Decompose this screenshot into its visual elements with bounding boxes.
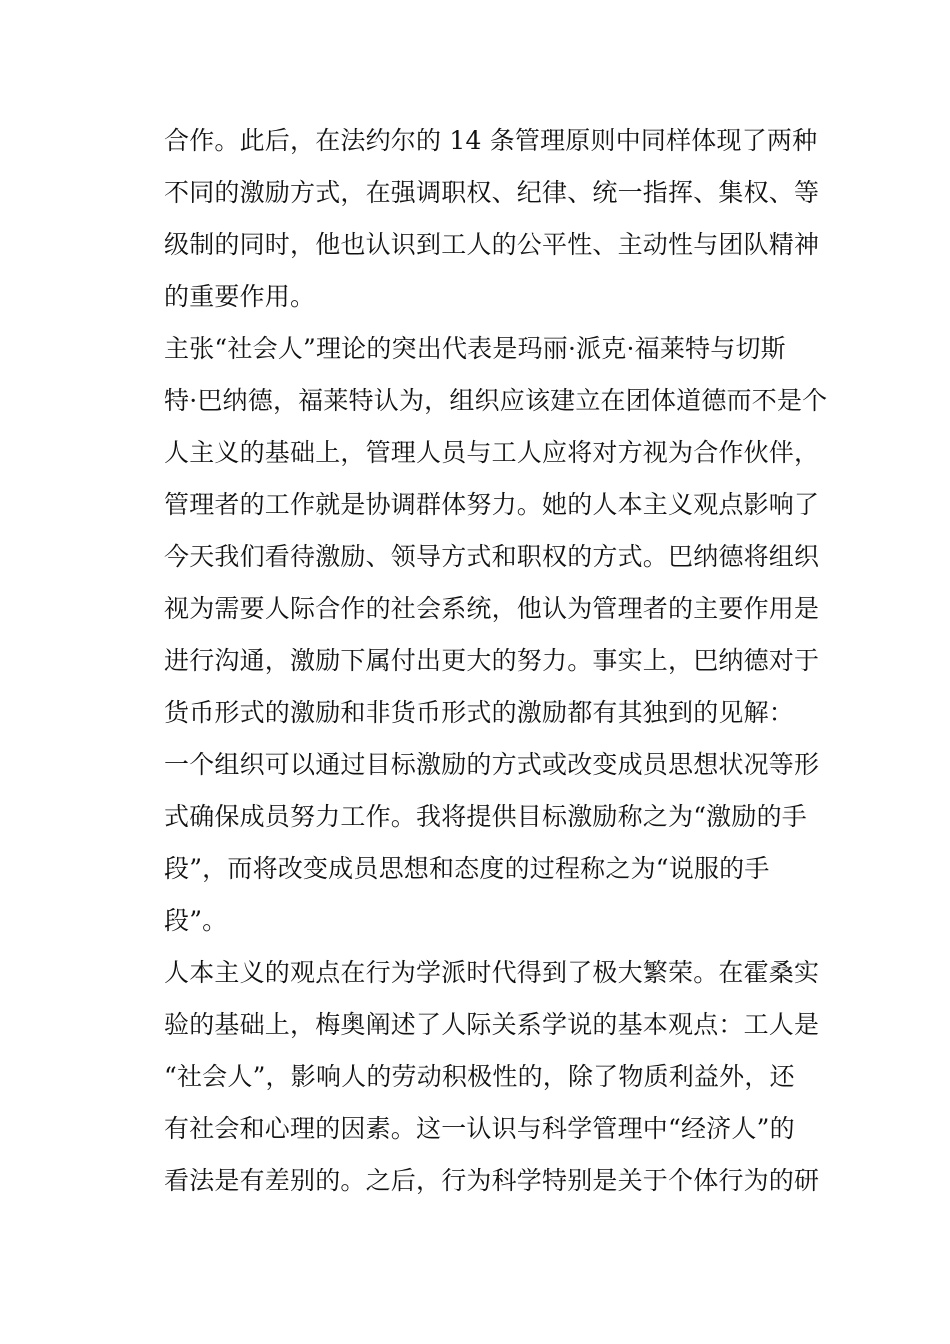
text-line: 段”，而将改变成员思想和态度的过程称之为“说服的手: [164, 854, 770, 883]
text-line: 不同的激励方式，在强调职权、纪律、统一指挥、集权、等: [164, 178, 820, 207]
text-line: 特·巴纳德，福莱特认为，组织应该建立在团体道德而不是个: [164, 386, 828, 415]
text-line: 级制的同时，他也认识到工人的公平性、主动性与团队精神: [164, 230, 820, 259]
text-line: 进行沟通，激励下属付出更大的努力。事实上，巴纳德对于: [164, 646, 820, 675]
text-line: 货币形式的激励和非货币形式的激励都有其独到的见解：: [164, 698, 795, 727]
text-line: 人主义的基础上，管理人员与工人应将对方视为合作伙伴，: [164, 438, 820, 467]
text-line: 段”。: [164, 906, 228, 935]
text-line: 合作。此后，在法约尔的 14 条管理原则中同样体现了两种: [164, 126, 818, 155]
text-line: “社会人”，影响人的劳动积极性的，除了物质利益外，还: [164, 1062, 795, 1091]
text-line: 人本主义的观点在行为学派时代得到了极大繁荣。在霍桑实: [164, 958, 820, 987]
text-line: 视为需要人际合作的社会系统，他认为管理者的主要作用是: [164, 594, 820, 623]
text-line: 验的基础上，梅奥阐述了人际关系学说的基本观点：工人是: [164, 1010, 820, 1039]
text-line: 一个组织可以通过目标激励的方式或改变成员思想状况等形: [164, 750, 820, 779]
text-line: 看法是有差别的。之后，行为科学特别是关于个体行为的研: [164, 1166, 820, 1195]
text-line: 的重要作用。: [164, 282, 316, 311]
text-line: 管理者的工作就是协调群体努力。她的人本主义观点影响了: [164, 490, 820, 519]
text-line: 式确保成员努力工作。我将提供目标激励称之为“激励的手: [164, 802, 807, 831]
text-line: 有社会和心理的因素。这一认识与科学管理中“经济人”的: [164, 1114, 795, 1143]
text-line: 主张“社会人”理论的突出代表是玛丽·派克·福莱特与切斯: [164, 334, 786, 363]
text-line: 今天我们看待激励、领导方式和职权的方式。巴纳德将组织: [164, 542, 820, 571]
